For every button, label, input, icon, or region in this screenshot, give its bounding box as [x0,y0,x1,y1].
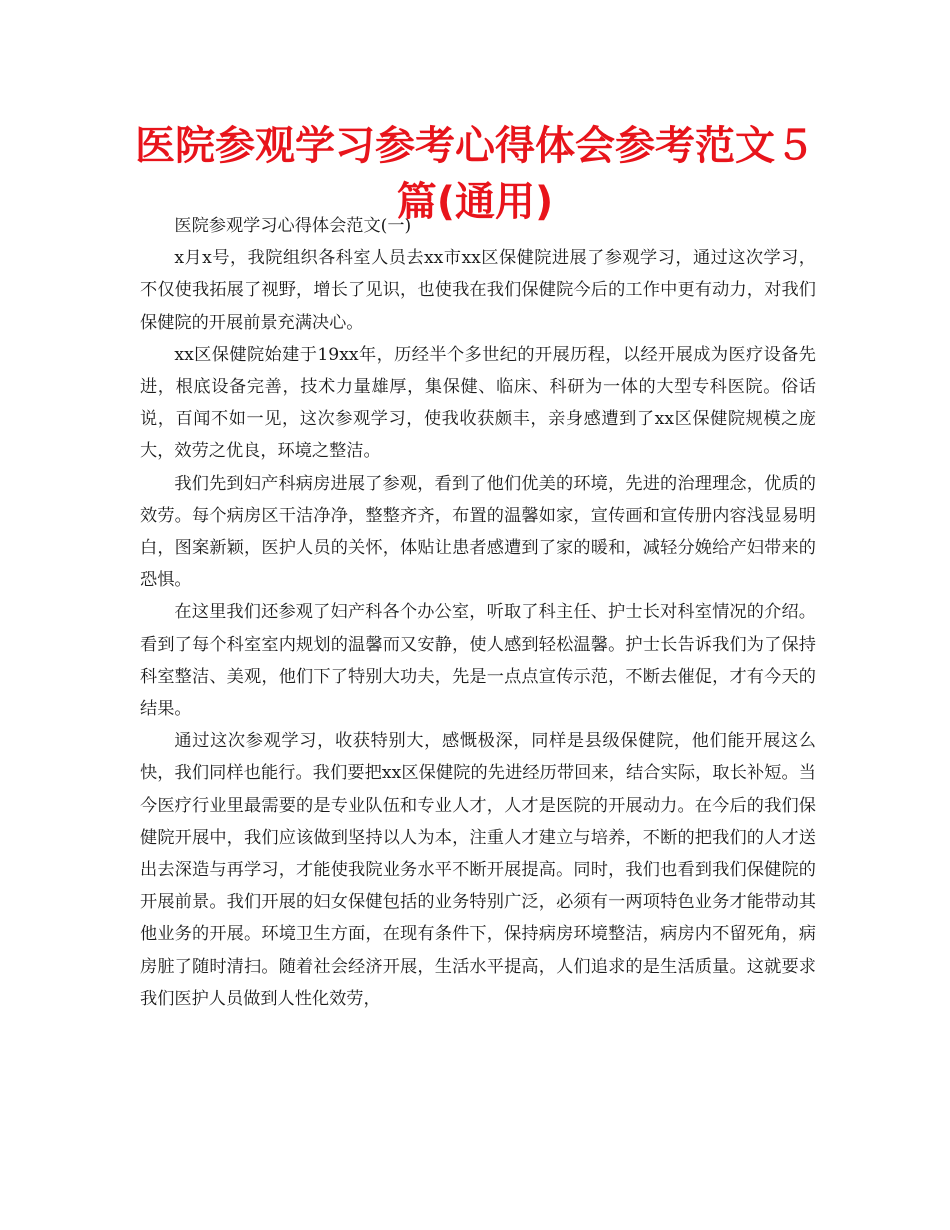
paragraph: 我们先到妇产科病房进展了参观，看到了他们优美的环境，先进的治理理念，优质的效劳。每个病房区干洁净净，整整齐齐，布置的温馨如家，宣传画和宣传册内容浅显易明白，图案新颖，医护人员的关怀，体贴让患者感遭到了家的暖和，减轻分娩给产妇带来的恐惧。 [140,473,816,591]
paragraph: x月x号，我院组织各科室人员去xx市xx区保健院进展了参观学习，通过这次学习，不仅使我拓展了视野，增长了见识，也使我在我们保健院今后的工作中更有动力，对我们保健院的开展前景充满决心。 [140,248,816,333]
document-body [140,210,816,1015]
paragraph-section-heading: 医院参观学习心得体会范文(一) [174,216,412,236]
paragraph: 通过这次参观学习，收获特别大，感慨极深，同样是县级保健院，他们能开展这么快，我们同样也能行。我们要把xx区保健院的先进经历带回来，结合实际，取长补短。当今医疗行业里最需要的是专业队伍和专业人才，人才是医院的开展动力。在今后的我们保健院开展中，我们应该做到坚持以人为本，注重人才建立与培养，不断的把我们的人才送出去深造与再学习，才能使我院业务水平不断开展提高。同时，我们也看到我们保健院的开展前景。我们开展的妇女保健包括的业务特别广泛，必须有一两项特色业务才能带动其他业务的开展。环境卫生方面，在现有条件下，保持病房环境整洁，病房内不留死角，病房脏了随时清扫。随着社会经济开展，生活水平提高，人们追求的是生活质量。这就要求我们医护人员做到人性化效劳， [140,731,816,1009]
document-title: 医院参观学习参考心得体会参考范文５篇(通用) [135,123,815,225]
paragraph: 在这里我们还参观了妇产科各个办公室，听取了科主任、护士长对科室情况的介绍。看到了每个科室室内规划的温馨而又安静，使人感到轻松温馨。护士长告诉我们为了保持科室整洁、美观，他们下了特别大功夫，先是一点点宣传示范，不断去催促，才有今天的结果。 [140,602,816,720]
paragraph: xx区保健院始建于19xx年，历经半个多世纪的开展历程，以经开展成为医疗设备先进，根底设备完善，技术力量雄厚，集保健、临床、科研为一体的大型专科医院。俗话说，百闻不如一见，这次参观学习，使我收获颇丰，亲身感遭到了xx区保健院规模之庞大，效劳之优良，环境之整洁。 [140,344,816,462]
